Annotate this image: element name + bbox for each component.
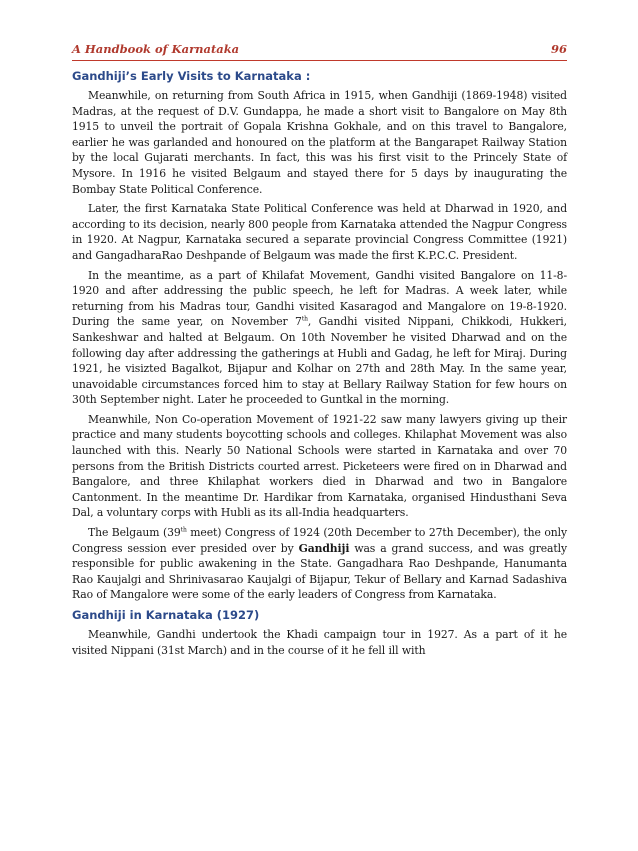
paragraph: Meanwhile, Non Co-operation Movement of 1921-22 saw many lawyers giving up their practice and many students boycotting schools and colleges. Khilaphat Movement was also launched with this. Nearly 50 National Schools were started in Karnataka and over 70 persons from the British Districts courted arrest. Picketeers were fired on in Dharwad and Bangalore, and three Khilaphat workers died in Dharwad and two in Bangalore Cantonment. In the meantime Dr. Hardikar from Karnataka, organised Hindusthani Seva Dal, a voluntary corps with Hubli as its all-India headquarters.: [72, 412, 567, 520]
section-heading-1927: Gandhiji in Karnataka (1927): [72, 608, 260, 622]
paragraph: Meanwhile, on returning from South Africa in 1915, when Gandhiji (1869-1948) visited Madras, at the request of D.V. Gundappa, he made a short visit to Bangalore on May 8th 1915 to unveil the portrait of Gopala Krishna Gokhale, and on this travel to Bangalore, earlier he was garlanded and honoured on the platform at the Bangarapet Railway Station by the local Gujarati merchants. In fact, this was his first visit to the Princely State of Mysore. In 1916 he visited Belgaum and stayed there for 5 days by inaugurating the Bombay State Political Conference.: [72, 89, 567, 196]
bold-name: Gandhiji: [298, 541, 350, 555]
book-title: A Handbook of Karnataka: [72, 42, 240, 56]
paragraph: Meanwhile, Gandhi undertook the Khadi campaign tour in 1927. As a part of it he visited Nippani (31st March) and in the course of it he fell ill with: [72, 628, 567, 657]
page-body: [72, 68, 567, 662]
paragraph: [72, 268, 567, 408]
paragraph-text: The Belgaum (39: [88, 526, 181, 540]
section-heading-early-visits: Gandhiji’s Early Visits to Karnataka :: [72, 69, 311, 83]
ordinal-suffix: th: [301, 315, 308, 323]
paragraph: [72, 525, 567, 603]
ordinal-suffix: th: [180, 526, 187, 534]
paragraph-text: In the meantime, as a part of Khilafat Movement, Gandhi visited Bangalore on 11-8-1920 and after addressing the public speech, he left for Madras. A week later, while returning from his Madras tour, Gandhi visited Kasaragod and Mangalore on 19-8-1920. During the same year, on November 7: [72, 268, 567, 329]
paragraph: Later, the first Karnataka State Political Conference was held at Dharwad in 1920, and according to its decision, nearly 800 people from Karnataka attended the Nagpur Congress in 1920. At Nagpur, Karnataka secured a separate provincial Congress Committee (1921) and GangadharaRao Deshpande of Belgaum was made the first K.P.C.C. President.: [72, 202, 567, 262]
paragraph-text: meet) Congress of 1924 (20th December to 27th December), the only Congress session ever presided over by: [72, 526, 567, 555]
paragraph-text: was a grand success, and was greatly responsible for public awakening in the State. Gangadhara Rao Deshpande, Hanumanta Rao Kaujalgi and Shrinivasarao Kaujalgi of Bijapur, Tekur of Bellary and Karnad Sadashiva Rao of Mangalore were some of the early leaders of Congress from Karnataka.: [72, 541, 567, 602]
paragraph-text: , Gandhi visited Nippani, Chikkodi, Hukkeri, Sankeshwar and halted at Belgaum. On 10th November he visited Dharwad and on the following day after addressing the gatherings at Hubli and Gadag, he left for Miraj. During 1921, he visizted Bagalkot, Bijapur and Kolhar on 27th and 28th May. In the same year, unavoidable circumstances forced him to stay at Bellary Railway Station for few hours on 30th September night. Later he proceeded to Guntkal in the morning.: [72, 315, 567, 407]
running-header: [72, 40, 567, 61]
page-number: 96: [550, 42, 567, 56]
